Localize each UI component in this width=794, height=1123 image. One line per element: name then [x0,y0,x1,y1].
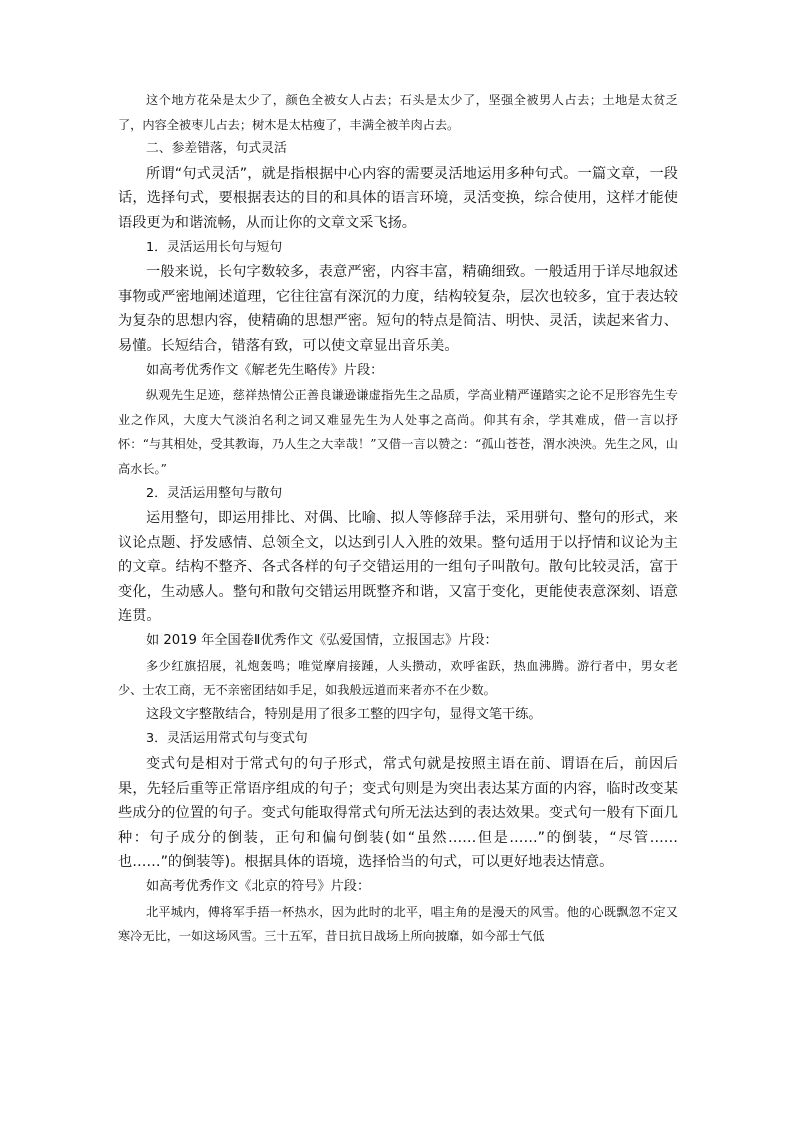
example-intro: 如高考优秀作文《北京的符号》片段： [146,879,371,894]
body-paragraph: 一般来说，长句字数较多，表意严密，内容丰富，精确细致。一般适用于详尽地叙述事物或严密地阐述道理，它往往富有深沉的力度，结构较复杂，层次也较多，宜于表达较为复杂的思想内容，使精确的思想严密。短句的特点是简洁、明快、灵活，读起来省力、易懂。长短结合，错落有致，可以使文章显出音乐美。 [118,264,678,354]
example-intro: 如高考优秀作文《解老先生略传》片段： [146,362,384,378]
document-page [118,88,678,949]
quote-paragraph: 多少红旗招展，礼炮轰鸣；唯觉摩肩接踵，人头攒动，欢呼雀跃，热血沸腾。游行者中，男女老少、士农工商，无不亲密团结如手足，如我般远道而来者亦不在少数。 [118,658,678,698]
quote-paragraph: 纵观先生足迹，慈祥热情公正善良谦逊谦虚指先生之品质，学高业精严谨踏实之论不足形容先生专业之作风，大度大气淡泊名利之词又难显先生为人处事之高尚。仰其有余，学其难成，借一言以抒怀：“与其相处，受其教诲，乃人生之大幸哉！”又借一言以赞之：“孤山苍苍，渭水泱泱。先生之风，山高水长。” [118,388,678,476]
subsection-heading: 3．灵活运用常式句与变式句 [146,731,308,747]
comment-paragraph: 这段文字整散结合，特别是用了很多工整的四字句，显得文笔干练。 [146,706,542,722]
section-heading: 二、参差错落，句式灵活 [146,141,287,157]
body-paragraph: 变式句是相对于常式句的句子形式，常式句就是按照主语在前、谓语在后，前因后果，先轻后重等正常语序组成的句子；变式句则是为突出表达某方面的内容，临时改变某些成分的位置的句子。变式句能取得常式句所无法达到的表达效果。变式句一般有下面几种：句子成分的倒装，正句和偏句倒装(如“虽然……但是……”的倒装，“尽管……也……”的倒装等)。根据具体的语境，选择恰当的句式，可以更好地表达情意。 [118,756,678,871]
example-intro: 如 2019 年全国卷Ⅱ优秀作文《弘爱国情，立报国志》片段： [146,633,498,649]
quote-paragraph: 北平城内，傅将军手捂一杯热水，因为此时的北平，唱主角的是漫天的风雪。他的心既飘忽不定又寒冷无比，一如这场风雪。三十五军，昔日抗日战场上所向披靡，如今部士气低 [118,904,678,944]
subsection-heading: 1．灵活运用长句与短句 [146,239,283,255]
quote-paragraph: 这个地方花朵是太少了，颜色全被女人占去；石头是太少了，坚强全被男人占去；土地是太贫乏了，内容全被枣儿占去；树木是太枯瘦了，丰满全被羊肉占去。 [118,93,678,132]
subsection-heading: 2．灵活运用整句与散句 [146,485,283,501]
body-paragraph: 运用整句，即运用排比、对偶、比喻、拟人等修辞手法，采用骈句、整句的形式，来议论点题、抒发感情、总领全文，以达到引人入胜的效果。整句适用于以抒情和议论为主的文章。结构不整齐、各式各样的句子交错运用的一组句子叫散句。散句比较灵活，富于变化，生动感人。整句和散句交错运用既整齐和谐，又富于变化，更能使表意深刻、语意连贯。 [118,510,678,625]
body-paragraph: 所谓“句式灵活”，就是指根据中心内容的需要灵活地运用多种句式。一篇文章，一段话，选择句式，要根据表达的目的和具体的语言环境，灵活变换，综合使用，这样才能使语段更为和谐流畅，从而让你的文章文采飞扬。 [118,165,678,231]
